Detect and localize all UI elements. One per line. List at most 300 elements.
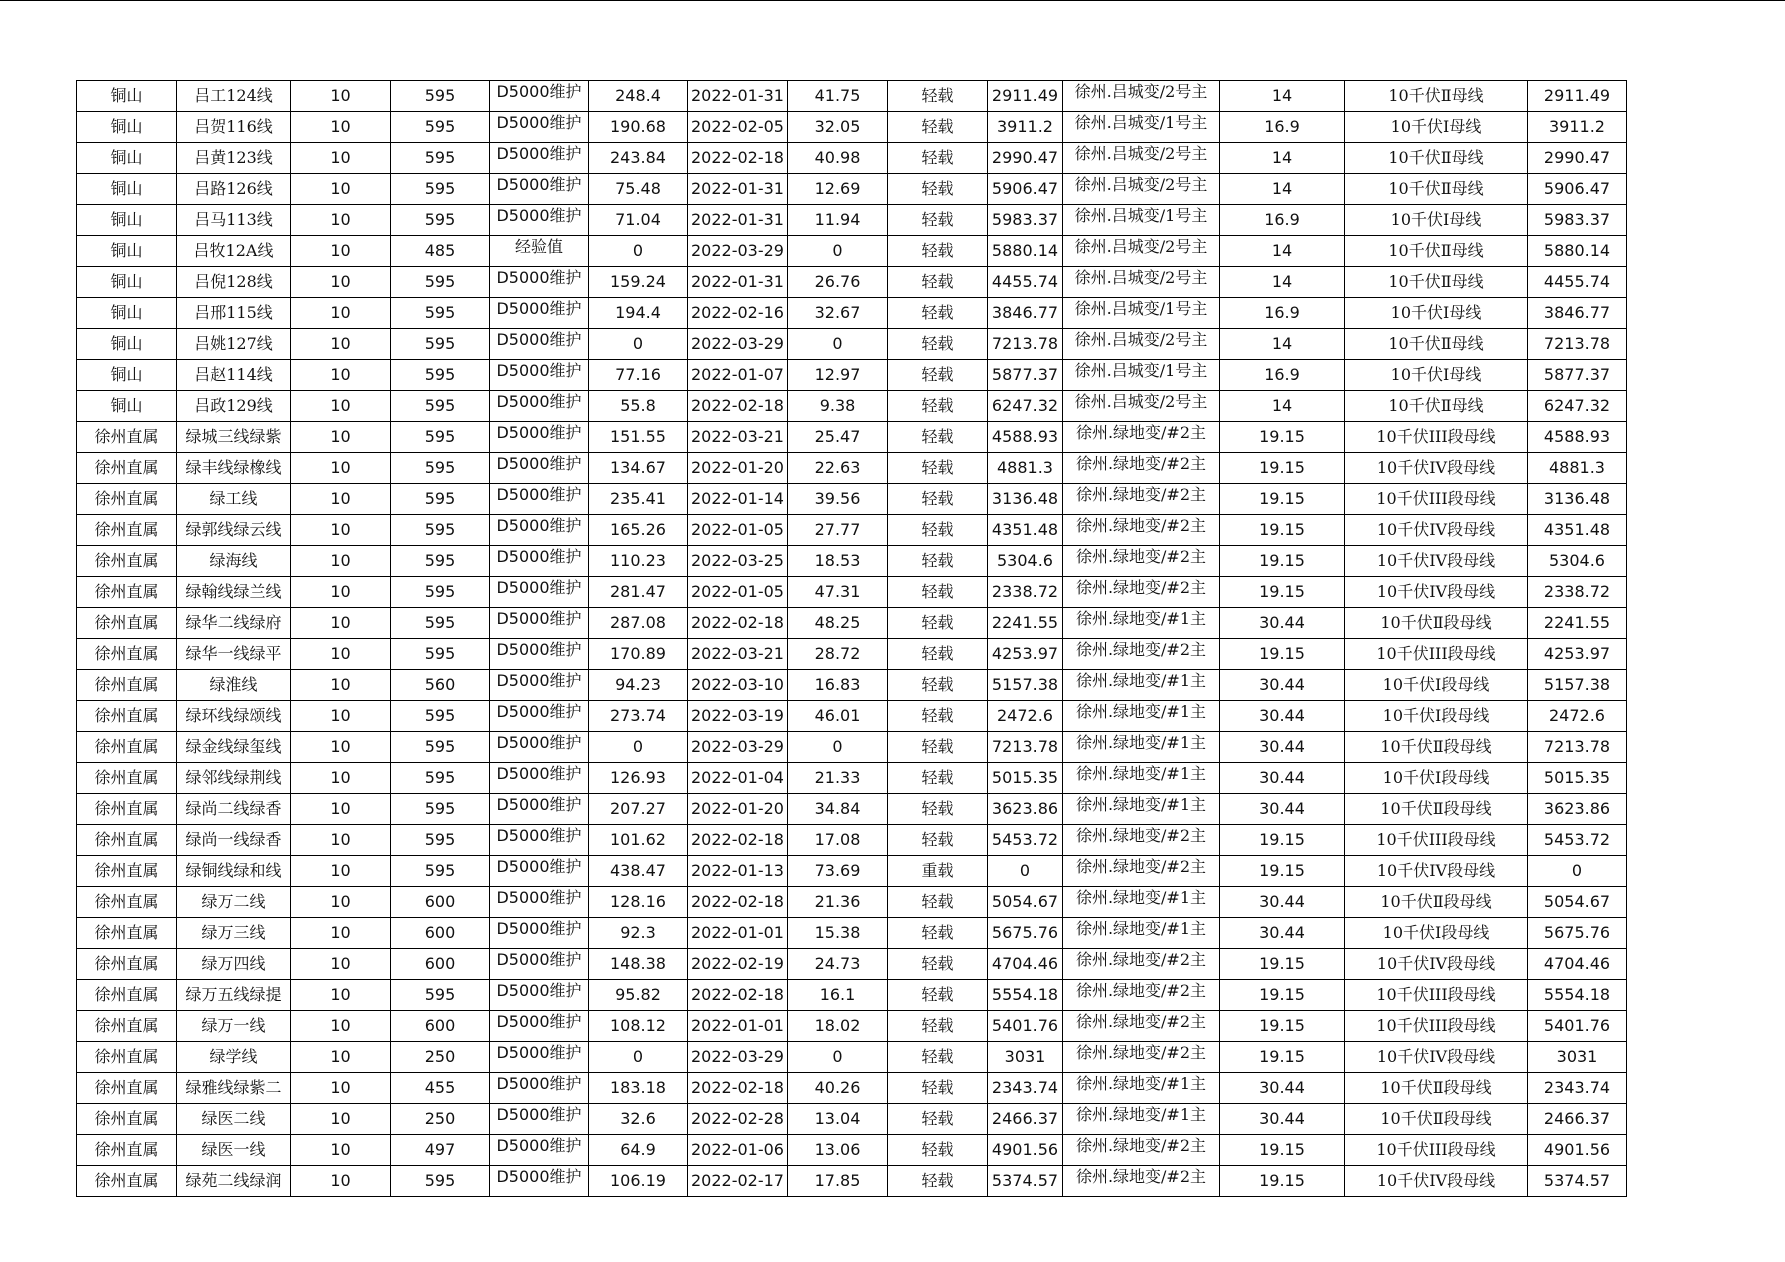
cell-max-current: 287.08 — [589, 608, 688, 639]
cell-max-current: 151.55 — [589, 422, 688, 453]
cell-margin: 5983.37 — [1528, 205, 1627, 236]
cell-available-capacity: 5401.76 — [988, 1011, 1063, 1042]
cell-available-capacity: 5906.47 — [988, 174, 1063, 205]
cell-region: 徐州直属 — [77, 701, 177, 732]
cell-load-rate: 47.31 — [788, 577, 888, 608]
cell-line-name: 绿医二线 — [177, 1104, 291, 1135]
cell-region: 铜山 — [77, 267, 177, 298]
cell-bus: 10千伏IV段母线 — [1345, 577, 1528, 608]
cell-bus: 10千伏Ⅱ段母线 — [1345, 1104, 1528, 1135]
cell-transformer-load: 30.44 — [1220, 670, 1345, 701]
table-row — [77, 1011, 1627, 1042]
cell-date: 2022-02-18 — [688, 391, 788, 422]
table-row — [77, 577, 1627, 608]
cell-region: 徐州直属 — [77, 732, 177, 763]
cell-load-status: 轻载 — [888, 763, 988, 794]
cell-region: 徐州直属 — [77, 1011, 177, 1042]
cell-available-capacity: 2472.6 — [988, 701, 1063, 732]
cell-data-source: D5000维护 — [490, 577, 589, 608]
cell-voltage: 10 — [291, 670, 391, 701]
cell-load-rate: 12.69 — [788, 174, 888, 205]
cell-margin: 5906.47 — [1528, 174, 1627, 205]
cell-load-rate: 24.73 — [788, 949, 888, 980]
cell-margin: 2343.74 — [1528, 1073, 1627, 1104]
cell-transformer: 徐州.吕城变/2号主 — [1063, 267, 1220, 298]
cell-transformer: 徐州.绿地变/#2主 — [1063, 453, 1220, 484]
cell-data-source: D5000维护 — [490, 670, 589, 701]
table-row — [77, 267, 1627, 298]
cell-line-name: 吕姚127线 — [177, 329, 291, 360]
cell-available-capacity: 4588.93 — [988, 422, 1063, 453]
cell-data-source: D5000维护 — [490, 1011, 589, 1042]
cell-voltage: 10 — [291, 174, 391, 205]
cell-date: 2022-02-18 — [688, 608, 788, 639]
cell-bus: 10千伏IV段母线 — [1345, 515, 1528, 546]
cell-load-rate: 26.76 — [788, 267, 888, 298]
cell-voltage: 10 — [291, 267, 391, 298]
cell-date: 2022-01-31 — [688, 81, 788, 112]
cell-max-current: 0 — [589, 732, 688, 763]
cell-region: 铜山 — [77, 143, 177, 174]
cell-margin: 4351.48 — [1528, 515, 1627, 546]
cell-date: 2022-01-14 — [688, 484, 788, 515]
cell-max-current: 190.68 — [589, 112, 688, 143]
cell-line-name: 绿铜线绿和线 — [177, 856, 291, 887]
table-row — [77, 1104, 1627, 1135]
cell-line-name: 吕马113线 — [177, 205, 291, 236]
cell-transformer: 徐州.吕城变/1号主 — [1063, 360, 1220, 391]
table-row — [77, 422, 1627, 453]
cell-date: 2022-03-21 — [688, 639, 788, 670]
cell-transformer-load: 14 — [1220, 236, 1345, 267]
cell-load-rate: 40.98 — [788, 143, 888, 174]
cell-bus: 10千伏IV段母线 — [1345, 949, 1528, 980]
cell-data-source: D5000维护 — [490, 81, 589, 112]
cell-transformer: 徐州.绿地变/#2主 — [1063, 949, 1220, 980]
feeder-load-table — [76, 80, 1627, 1197]
cell-load-rate: 0 — [788, 236, 888, 267]
cell-bus: 10千伏Ⅰ母线 — [1345, 360, 1528, 391]
cell-margin: 5054.67 — [1528, 887, 1627, 918]
cell-bus: 10千伏Ⅱ母线 — [1345, 81, 1528, 112]
cell-region: 徐州直属 — [77, 1042, 177, 1073]
cell-load-status: 轻载 — [888, 205, 988, 236]
cell-region: 徐州直属 — [77, 1135, 177, 1166]
cell-data-source: D5000维护 — [490, 112, 589, 143]
cell-bus: 10千伏IV段母线 — [1345, 546, 1528, 577]
cell-region: 徐州直属 — [77, 980, 177, 1011]
cell-available-capacity: 5554.18 — [988, 980, 1063, 1011]
cell-available-capacity: 4881.3 — [988, 453, 1063, 484]
cell-bus: 10千伏Ⅱ母线 — [1345, 267, 1528, 298]
cell-region: 徐州直属 — [77, 515, 177, 546]
cell-bus: 10千伏Ⅱ段母线 — [1345, 1073, 1528, 1104]
cell-voltage: 10 — [291, 236, 391, 267]
cell-rated-current: 595 — [391, 453, 490, 484]
cell-transformer: 徐州.绿地变/#2主 — [1063, 1011, 1220, 1042]
cell-transformer-load: 19.15 — [1220, 980, 1345, 1011]
cell-transformer-load: 19.15 — [1220, 546, 1345, 577]
cell-data-source: D5000维护 — [490, 918, 589, 949]
cell-data-source: D5000维护 — [490, 825, 589, 856]
cell-date: 2022-03-21 — [688, 422, 788, 453]
cell-date: 2022-01-06 — [688, 1135, 788, 1166]
cell-available-capacity: 3031 — [988, 1042, 1063, 1073]
table-row — [77, 639, 1627, 670]
cell-region: 铜山 — [77, 174, 177, 205]
cell-line-name: 绿郭线绿云线 — [177, 515, 291, 546]
cell-load-status: 轻载 — [888, 360, 988, 391]
cell-load-rate: 12.97 — [788, 360, 888, 391]
cell-region: 徐州直属 — [77, 577, 177, 608]
cell-line-name: 绿海线 — [177, 546, 291, 577]
cell-data-source: D5000维护 — [490, 856, 589, 887]
table-row — [77, 608, 1627, 639]
cell-load-status: 轻载 — [888, 980, 988, 1011]
cell-date: 2022-01-04 — [688, 763, 788, 794]
table-row — [77, 1135, 1627, 1166]
cell-available-capacity: 7213.78 — [988, 329, 1063, 360]
cell-transformer-load: 19.15 — [1220, 856, 1345, 887]
table-row — [77, 794, 1627, 825]
cell-available-capacity: 4901.56 — [988, 1135, 1063, 1166]
cell-rated-current: 595 — [391, 639, 490, 670]
cell-load-rate: 40.26 — [788, 1073, 888, 1104]
cell-rated-current: 595 — [391, 81, 490, 112]
cell-bus: 10千伏Ⅱ段母线 — [1345, 887, 1528, 918]
cell-rated-current: 595 — [391, 1166, 490, 1197]
cell-line-name: 吕贺116线 — [177, 112, 291, 143]
cell-data-source: D5000维护 — [490, 391, 589, 422]
cell-margin: 3623.86 — [1528, 794, 1627, 825]
cell-available-capacity: 2338.72 — [988, 577, 1063, 608]
cell-bus: 10千伏Ⅱ母线 — [1345, 143, 1528, 174]
cell-date: 2022-01-05 — [688, 577, 788, 608]
cell-rated-current: 595 — [391, 298, 490, 329]
cell-margin: 5453.72 — [1528, 825, 1627, 856]
table-row — [77, 329, 1627, 360]
cell-load-status: 轻载 — [888, 1104, 988, 1135]
cell-region: 铜山 — [77, 391, 177, 422]
cell-rated-current: 595 — [391, 205, 490, 236]
cell-voltage: 10 — [291, 81, 391, 112]
cell-max-current: 71.04 — [589, 205, 688, 236]
cell-available-capacity: 2911.49 — [988, 81, 1063, 112]
cell-rated-current: 595 — [391, 825, 490, 856]
cell-max-current: 95.82 — [589, 980, 688, 1011]
cell-data-source: D5000维护 — [490, 949, 589, 980]
cell-transformer-load: 14 — [1220, 174, 1345, 205]
cell-date: 2022-01-07 — [688, 360, 788, 391]
cell-voltage: 10 — [291, 577, 391, 608]
cell-rated-current: 600 — [391, 887, 490, 918]
table-row — [77, 112, 1627, 143]
cell-rated-current: 595 — [391, 608, 490, 639]
cell-transformer-load: 14 — [1220, 143, 1345, 174]
cell-date: 2022-01-20 — [688, 794, 788, 825]
cell-rated-current: 560 — [391, 670, 490, 701]
cell-load-rate: 25.47 — [788, 422, 888, 453]
cell-margin: 6247.32 — [1528, 391, 1627, 422]
cell-max-current: 55.8 — [589, 391, 688, 422]
cell-date: 2022-02-18 — [688, 887, 788, 918]
cell-transformer-load: 30.44 — [1220, 794, 1345, 825]
cell-rated-current: 595 — [391, 112, 490, 143]
cell-data-source: D5000维护 — [490, 639, 589, 670]
cell-load-status: 轻载 — [888, 81, 988, 112]
cell-voltage: 10 — [291, 143, 391, 174]
cell-transformer-load: 30.44 — [1220, 732, 1345, 763]
cell-rated-current: 595 — [391, 360, 490, 391]
cell-load-status: 轻载 — [888, 329, 988, 360]
cell-rated-current: 595 — [391, 391, 490, 422]
cell-bus: 10千伏IV段母线 — [1345, 1042, 1528, 1073]
cell-date: 2022-01-31 — [688, 174, 788, 205]
cell-transformer-load: 19.15 — [1220, 949, 1345, 980]
cell-transformer: 徐州.绿地变/#1主 — [1063, 701, 1220, 732]
cell-bus: 10千伏III段母线 — [1345, 639, 1528, 670]
cell-line-name: 绿城三线绿紫 — [177, 422, 291, 453]
cell-load-rate: 32.05 — [788, 112, 888, 143]
cell-line-name: 吕倪128线 — [177, 267, 291, 298]
cell-rated-current: 600 — [391, 1011, 490, 1042]
cell-load-rate: 22.63 — [788, 453, 888, 484]
table-row — [77, 546, 1627, 577]
cell-load-status: 轻载 — [888, 298, 988, 329]
cell-voltage: 10 — [291, 422, 391, 453]
cell-transformer: 徐州.绿地变/#1主 — [1063, 608, 1220, 639]
cell-rated-current: 595 — [391, 701, 490, 732]
cell-transformer: 徐州.吕城变/1号主 — [1063, 298, 1220, 329]
cell-load-rate: 21.33 — [788, 763, 888, 794]
table-row — [77, 949, 1627, 980]
cell-transformer-load: 19.15 — [1220, 422, 1345, 453]
cell-date: 2022-01-20 — [688, 453, 788, 484]
cell-margin: 3136.48 — [1528, 484, 1627, 515]
cell-voltage: 10 — [291, 732, 391, 763]
cell-data-source: D5000维护 — [490, 329, 589, 360]
cell-available-capacity: 4253.97 — [988, 639, 1063, 670]
cell-line-name: 绿万五线绿提 — [177, 980, 291, 1011]
cell-data-source: D5000维护 — [490, 143, 589, 174]
cell-bus: 10千伏Ⅰ母线 — [1345, 112, 1528, 143]
cell-available-capacity: 5054.67 — [988, 887, 1063, 918]
cell-bus: 10千伏Ⅰ段母线 — [1345, 670, 1528, 701]
cell-load-status: 轻载 — [888, 546, 988, 577]
cell-bus: 10千伏IV段母线 — [1345, 1166, 1528, 1197]
cell-line-name: 绿学线 — [177, 1042, 291, 1073]
cell-transformer: 徐州.吕城变/1号主 — [1063, 205, 1220, 236]
cell-data-source: D5000维护 — [490, 763, 589, 794]
cell-line-name: 绿万二线 — [177, 887, 291, 918]
cell-transformer: 徐州.绿地变/#2主 — [1063, 1042, 1220, 1073]
cell-voltage: 10 — [291, 1104, 391, 1135]
cell-data-source: D5000维护 — [490, 546, 589, 577]
cell-available-capacity: 5453.72 — [988, 825, 1063, 856]
cell-transformer-load: 16.9 — [1220, 298, 1345, 329]
cell-load-rate: 17.85 — [788, 1166, 888, 1197]
cell-date: 2022-03-29 — [688, 732, 788, 763]
cell-data-source: D5000维护 — [490, 1135, 589, 1166]
cell-transformer-load: 14 — [1220, 329, 1345, 360]
cell-available-capacity: 4704.46 — [988, 949, 1063, 980]
cell-voltage: 10 — [291, 701, 391, 732]
cell-transformer: 徐州.绿地变/#1主 — [1063, 1073, 1220, 1104]
cell-load-rate: 16.1 — [788, 980, 888, 1011]
cell-data-source: D5000维护 — [490, 422, 589, 453]
cell-bus: 10千伏Ⅱ母线 — [1345, 329, 1528, 360]
cell-load-rate: 0 — [788, 1042, 888, 1073]
cell-voltage: 10 — [291, 794, 391, 825]
cell-margin: 7213.78 — [1528, 732, 1627, 763]
cell-transformer-load: 16.9 — [1220, 205, 1345, 236]
cell-date: 2022-02-28 — [688, 1104, 788, 1135]
cell-line-name: 绿丰线绿橡线 — [177, 453, 291, 484]
cell-data-source: D5000维护 — [490, 794, 589, 825]
cell-load-status: 轻载 — [888, 267, 988, 298]
cell-voltage: 10 — [291, 1042, 391, 1073]
cell-date: 2022-02-18 — [688, 980, 788, 1011]
cell-rated-current: 595 — [391, 763, 490, 794]
cell-load-rate: 27.77 — [788, 515, 888, 546]
cell-region: 徐州直属 — [77, 670, 177, 701]
cell-margin: 2466.37 — [1528, 1104, 1627, 1135]
cell-max-current: 64.9 — [589, 1135, 688, 1166]
cell-voltage: 10 — [291, 763, 391, 794]
cell-load-status: 轻载 — [888, 391, 988, 422]
table-row — [77, 298, 1627, 329]
cell-date: 2022-03-29 — [688, 236, 788, 267]
table-row — [77, 763, 1627, 794]
cell-transformer: 徐州.绿地变/#2主 — [1063, 515, 1220, 546]
cell-load-status: 轻载 — [888, 1011, 988, 1042]
cell-bus: 10千伏Ⅱ段母线 — [1345, 732, 1528, 763]
cell-available-capacity: 5877.37 — [988, 360, 1063, 391]
cell-date: 2022-03-10 — [688, 670, 788, 701]
table-row — [77, 670, 1627, 701]
cell-margin: 4588.93 — [1528, 422, 1627, 453]
cell-line-name: 绿苑二线绿润 — [177, 1166, 291, 1197]
cell-transformer-load: 19.15 — [1220, 577, 1345, 608]
cell-transformer-load: 30.44 — [1220, 701, 1345, 732]
cell-transformer: 徐州.绿地变/#2主 — [1063, 825, 1220, 856]
cell-max-current: 273.74 — [589, 701, 688, 732]
cell-load-status: 轻载 — [888, 453, 988, 484]
cell-data-source: D5000维护 — [490, 205, 589, 236]
cell-max-current: 243.84 — [589, 143, 688, 174]
cell-max-current: 248.4 — [589, 81, 688, 112]
cell-transformer-load: 16.9 — [1220, 360, 1345, 391]
cell-region: 铜山 — [77, 360, 177, 391]
cell-line-name: 绿尚一线绿香 — [177, 825, 291, 856]
cell-load-status: 轻载 — [888, 794, 988, 825]
table-row — [77, 81, 1627, 112]
cell-margin: 5675.76 — [1528, 918, 1627, 949]
cell-voltage: 10 — [291, 453, 391, 484]
cell-margin: 4253.97 — [1528, 639, 1627, 670]
cell-voltage: 10 — [291, 112, 391, 143]
cell-region: 铜山 — [77, 329, 177, 360]
cell-date: 2022-03-19 — [688, 701, 788, 732]
cell-bus: 10千伏Ⅱ段母线 — [1345, 608, 1528, 639]
cell-data-source: D5000维护 — [490, 267, 589, 298]
cell-rated-current: 595 — [391, 329, 490, 360]
table-row — [77, 918, 1627, 949]
cell-margin: 4901.56 — [1528, 1135, 1627, 1166]
cell-rated-current: 595 — [391, 484, 490, 515]
cell-bus: 10千伏IV段母线 — [1345, 453, 1528, 484]
cell-region: 徐州直属 — [77, 763, 177, 794]
cell-data-source: D5000维护 — [490, 484, 589, 515]
cell-line-name: 绿金线绿玺线 — [177, 732, 291, 763]
cell-margin: 5374.57 — [1528, 1166, 1627, 1197]
cell-voltage: 10 — [291, 391, 391, 422]
cell-data-source: D5000维护 — [490, 453, 589, 484]
cell-transformer-load: 19.15 — [1220, 825, 1345, 856]
cell-line-name: 绿工线 — [177, 484, 291, 515]
cell-transformer: 徐州.绿地变/#2主 — [1063, 856, 1220, 887]
cell-voltage: 10 — [291, 1073, 391, 1104]
cell-load-status: 轻载 — [888, 174, 988, 205]
cell-max-current: 194.4 — [589, 298, 688, 329]
cell-transformer-load: 19.15 — [1220, 1042, 1345, 1073]
cell-max-current: 126.93 — [589, 763, 688, 794]
cell-transformer-load: 19.15 — [1220, 484, 1345, 515]
table-body — [77, 81, 1627, 1197]
cell-line-name: 绿翰线绿兰线 — [177, 577, 291, 608]
cell-date: 2022-03-29 — [688, 329, 788, 360]
cell-margin: 5877.37 — [1528, 360, 1627, 391]
cell-load-rate: 9.38 — [788, 391, 888, 422]
cell-region: 铜山 — [77, 236, 177, 267]
cell-line-name: 吕牧12A线 — [177, 236, 291, 267]
cell-date: 2022-03-25 — [688, 546, 788, 577]
cell-transformer: 徐州.绿地变/#2主 — [1063, 484, 1220, 515]
cell-voltage: 10 — [291, 887, 391, 918]
cell-region: 铜山 — [77, 112, 177, 143]
cell-max-current: 75.48 — [589, 174, 688, 205]
cell-transformer-load: 30.44 — [1220, 608, 1345, 639]
cell-margin: 2241.55 — [1528, 608, 1627, 639]
cell-rated-current: 250 — [391, 1104, 490, 1135]
cell-transformer: 徐州.绿地变/#1主 — [1063, 670, 1220, 701]
cell-margin: 7213.78 — [1528, 329, 1627, 360]
cell-margin: 4704.46 — [1528, 949, 1627, 980]
table-row — [77, 205, 1627, 236]
cell-bus: 10千伏Ⅰ母线 — [1345, 205, 1528, 236]
cell-margin: 5157.38 — [1528, 670, 1627, 701]
cell-voltage: 10 — [291, 1166, 391, 1197]
cell-transformer: 徐州.绿地变/#2主 — [1063, 980, 1220, 1011]
cell-margin: 5880.14 — [1528, 236, 1627, 267]
cell-margin: 5554.18 — [1528, 980, 1627, 1011]
cell-margin: 2990.47 — [1528, 143, 1627, 174]
cell-margin: 5015.35 — [1528, 763, 1627, 794]
cell-data-source: D5000维护 — [490, 1042, 589, 1073]
cell-available-capacity: 7213.78 — [988, 732, 1063, 763]
cell-margin: 5304.6 — [1528, 546, 1627, 577]
cell-load-status: 轻载 — [888, 825, 988, 856]
cell-region: 徐州直属 — [77, 887, 177, 918]
cell-load-status: 轻载 — [888, 484, 988, 515]
cell-margin: 4881.3 — [1528, 453, 1627, 484]
cell-line-name: 绿万一线 — [177, 1011, 291, 1042]
cell-data-source: D5000维护 — [490, 701, 589, 732]
cell-region: 徐州直属 — [77, 825, 177, 856]
cell-bus: 10千伏Ⅱ段母线 — [1345, 794, 1528, 825]
cell-transformer: 徐州.吕城变/2号主 — [1063, 329, 1220, 360]
cell-transformer: 徐州.绿地变/#2主 — [1063, 1135, 1220, 1166]
